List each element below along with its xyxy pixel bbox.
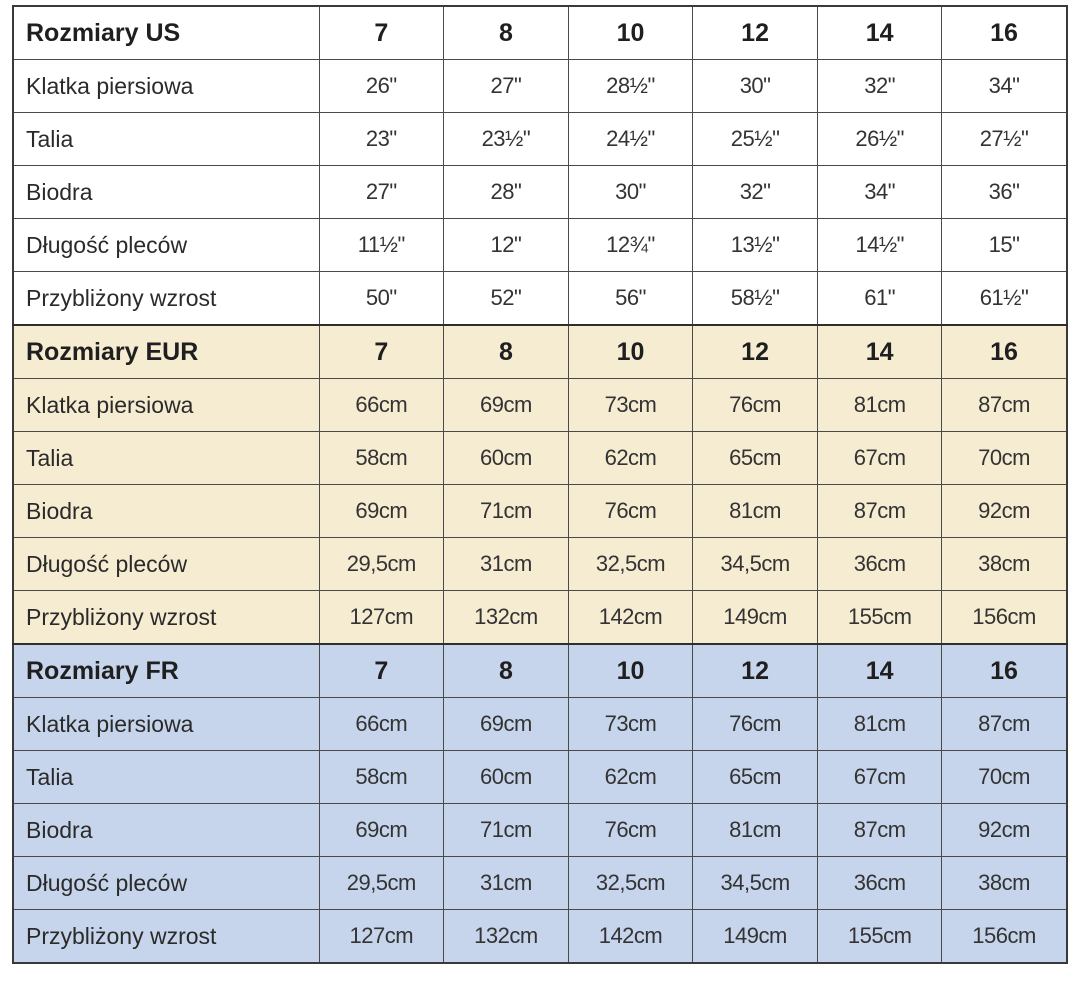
table-cell: 30" — [568, 166, 693, 219]
section-title: Rozmiary FR — [13, 644, 319, 698]
table-cell: 76cm — [568, 485, 693, 538]
table-cell: 70cm — [942, 432, 1067, 485]
size-header: 14 — [817, 644, 942, 698]
table-cell: 61½" — [942, 272, 1067, 326]
table-cell: 60cm — [444, 432, 569, 485]
row-label: Przybliżony wzrost — [13, 591, 319, 645]
table-row — [13, 113, 1067, 166]
size-header: 8 — [444, 6, 569, 60]
size-header: 12 — [693, 325, 818, 379]
table-cell: 31cm — [444, 857, 569, 910]
table-cell: 149cm — [693, 591, 818, 645]
table-cell: 76cm — [693, 379, 818, 432]
table-cell: 142cm — [568, 910, 693, 964]
table-cell: 155cm — [817, 910, 942, 964]
section-header-row — [13, 6, 1067, 60]
table-cell: 34,5cm — [693, 857, 818, 910]
table-cell: 69cm — [444, 698, 569, 751]
table-cell: 32,5cm — [568, 857, 693, 910]
table-cell: 13½" — [693, 219, 818, 272]
table-cell: 23½" — [444, 113, 569, 166]
table-cell: 62cm — [568, 751, 693, 804]
row-label: Talia — [13, 113, 319, 166]
table-cell: 67cm — [817, 751, 942, 804]
table-cell: 155cm — [817, 591, 942, 645]
section-header-row — [13, 325, 1067, 379]
section-eur — [13, 325, 1067, 644]
table-cell: 127cm — [319, 910, 444, 964]
table-cell: 25½" — [693, 113, 818, 166]
table-cell: 73cm — [568, 379, 693, 432]
table-cell: 36cm — [817, 538, 942, 591]
table-cell: 36" — [942, 166, 1067, 219]
size-header: 7 — [319, 325, 444, 379]
row-label: Talia — [13, 751, 319, 804]
table-cell: 92cm — [942, 804, 1067, 857]
row-label: Biodra — [13, 166, 319, 219]
table-cell: 92cm — [942, 485, 1067, 538]
table-cell: 50" — [319, 272, 444, 326]
row-label: Biodra — [13, 804, 319, 857]
table-cell: 27" — [319, 166, 444, 219]
table-cell: 26½" — [817, 113, 942, 166]
table-cell: 87cm — [817, 804, 942, 857]
size-header: 10 — [568, 6, 693, 60]
table-cell: 60cm — [444, 751, 569, 804]
table-cell: 12" — [444, 219, 569, 272]
table-row — [13, 272, 1067, 326]
table-cell: 62cm — [568, 432, 693, 485]
size-header: 16 — [942, 644, 1067, 698]
section-fr — [13, 644, 1067, 963]
table-cell: 81cm — [693, 804, 818, 857]
table-cell: 70cm — [942, 751, 1067, 804]
table-cell: 15" — [942, 219, 1067, 272]
table-cell: 14½" — [817, 219, 942, 272]
table-cell: 71cm — [444, 485, 569, 538]
table-cell: 81cm — [817, 698, 942, 751]
row-label: Przybliżony wzrost — [13, 910, 319, 964]
table-row — [13, 591, 1067, 645]
table-cell: 26" — [319, 60, 444, 113]
row-label: Długość pleców — [13, 538, 319, 591]
size-header: 7 — [319, 6, 444, 60]
table-cell: 69cm — [319, 485, 444, 538]
table-row — [13, 751, 1067, 804]
row-label: Przybliżony wzrost — [13, 272, 319, 326]
table-cell: 36cm — [817, 857, 942, 910]
table-row — [13, 379, 1067, 432]
row-label: Talia — [13, 432, 319, 485]
table-cell: 81cm — [817, 379, 942, 432]
table-cell: 32" — [817, 60, 942, 113]
table-cell: 73cm — [568, 698, 693, 751]
table-cell: 67cm — [817, 432, 942, 485]
table-cell: 32,5cm — [568, 538, 693, 591]
table-cell: 66cm — [319, 379, 444, 432]
table-cell: 11½" — [319, 219, 444, 272]
table-cell: 61" — [817, 272, 942, 326]
table-cell: 87cm — [942, 379, 1067, 432]
table-cell: 87cm — [942, 698, 1067, 751]
table-cell: 24½" — [568, 113, 693, 166]
table-cell: 29,5cm — [319, 857, 444, 910]
table-cell: 149cm — [693, 910, 818, 964]
table-row — [13, 804, 1067, 857]
row-label: Długość pleców — [13, 219, 319, 272]
table-cell: 58cm — [319, 751, 444, 804]
table-cell: 66cm — [319, 698, 444, 751]
size-header: 12 — [693, 6, 818, 60]
table-row — [13, 485, 1067, 538]
size-header: 16 — [942, 6, 1067, 60]
table-cell: 76cm — [568, 804, 693, 857]
section-us — [13, 6, 1067, 325]
table-cell: 38cm — [942, 538, 1067, 591]
table-row — [13, 910, 1067, 964]
table-cell: 58cm — [319, 432, 444, 485]
table-cell: 56" — [568, 272, 693, 326]
section-header-row — [13, 644, 1067, 698]
size-header: 14 — [817, 325, 942, 379]
table-cell: 127cm — [319, 591, 444, 645]
table-cell: 38cm — [942, 857, 1067, 910]
table-cell: 27" — [444, 60, 569, 113]
table-cell: 132cm — [444, 910, 569, 964]
table-cell: 156cm — [942, 591, 1067, 645]
table-cell: 12¾" — [568, 219, 693, 272]
table-row — [13, 166, 1067, 219]
table-cell: 34,5cm — [693, 538, 818, 591]
table-cell: 132cm — [444, 591, 569, 645]
table-row — [13, 698, 1067, 751]
row-label: Długość pleców — [13, 857, 319, 910]
size-header: 10 — [568, 325, 693, 379]
size-header: 12 — [693, 644, 818, 698]
table-cell: 29,5cm — [319, 538, 444, 591]
table-cell: 87cm — [817, 485, 942, 538]
size-header: 10 — [568, 644, 693, 698]
row-label: Klatka piersiowa — [13, 379, 319, 432]
size-header: 8 — [444, 644, 569, 698]
section-title: Rozmiary EUR — [13, 325, 319, 379]
table-cell: 30" — [693, 60, 818, 113]
table-row — [13, 857, 1067, 910]
row-label: Klatka piersiowa — [13, 60, 319, 113]
table-row — [13, 538, 1067, 591]
table-cell: 156cm — [942, 910, 1067, 964]
table-cell: 69cm — [319, 804, 444, 857]
row-label: Klatka piersiowa — [13, 698, 319, 751]
size-header: 8 — [444, 325, 569, 379]
table-cell: 28" — [444, 166, 569, 219]
table-cell: 52" — [444, 272, 569, 326]
table-cell: 34" — [942, 60, 1067, 113]
table-cell: 27½" — [942, 113, 1067, 166]
section-title: Rozmiary US — [13, 6, 319, 60]
table-cell: 32" — [693, 166, 818, 219]
table-row — [13, 60, 1067, 113]
table-cell: 65cm — [693, 432, 818, 485]
size-header: 7 — [319, 644, 444, 698]
table-row — [13, 219, 1067, 272]
table-cell: 69cm — [444, 379, 569, 432]
table-row — [13, 432, 1067, 485]
table-cell: 28½" — [568, 60, 693, 113]
table-cell: 34" — [817, 166, 942, 219]
size-header: 14 — [817, 6, 942, 60]
table-cell: 31cm — [444, 538, 569, 591]
table-cell: 58½" — [693, 272, 818, 326]
table-cell: 71cm — [444, 804, 569, 857]
table-cell: 142cm — [568, 591, 693, 645]
table-cell: 76cm — [693, 698, 818, 751]
size-header: 16 — [942, 325, 1067, 379]
row-label: Biodra — [13, 485, 319, 538]
table-cell: 23" — [319, 113, 444, 166]
table-cell: 81cm — [693, 485, 818, 538]
table-cell: 65cm — [693, 751, 818, 804]
size-chart-table — [12, 5, 1068, 964]
